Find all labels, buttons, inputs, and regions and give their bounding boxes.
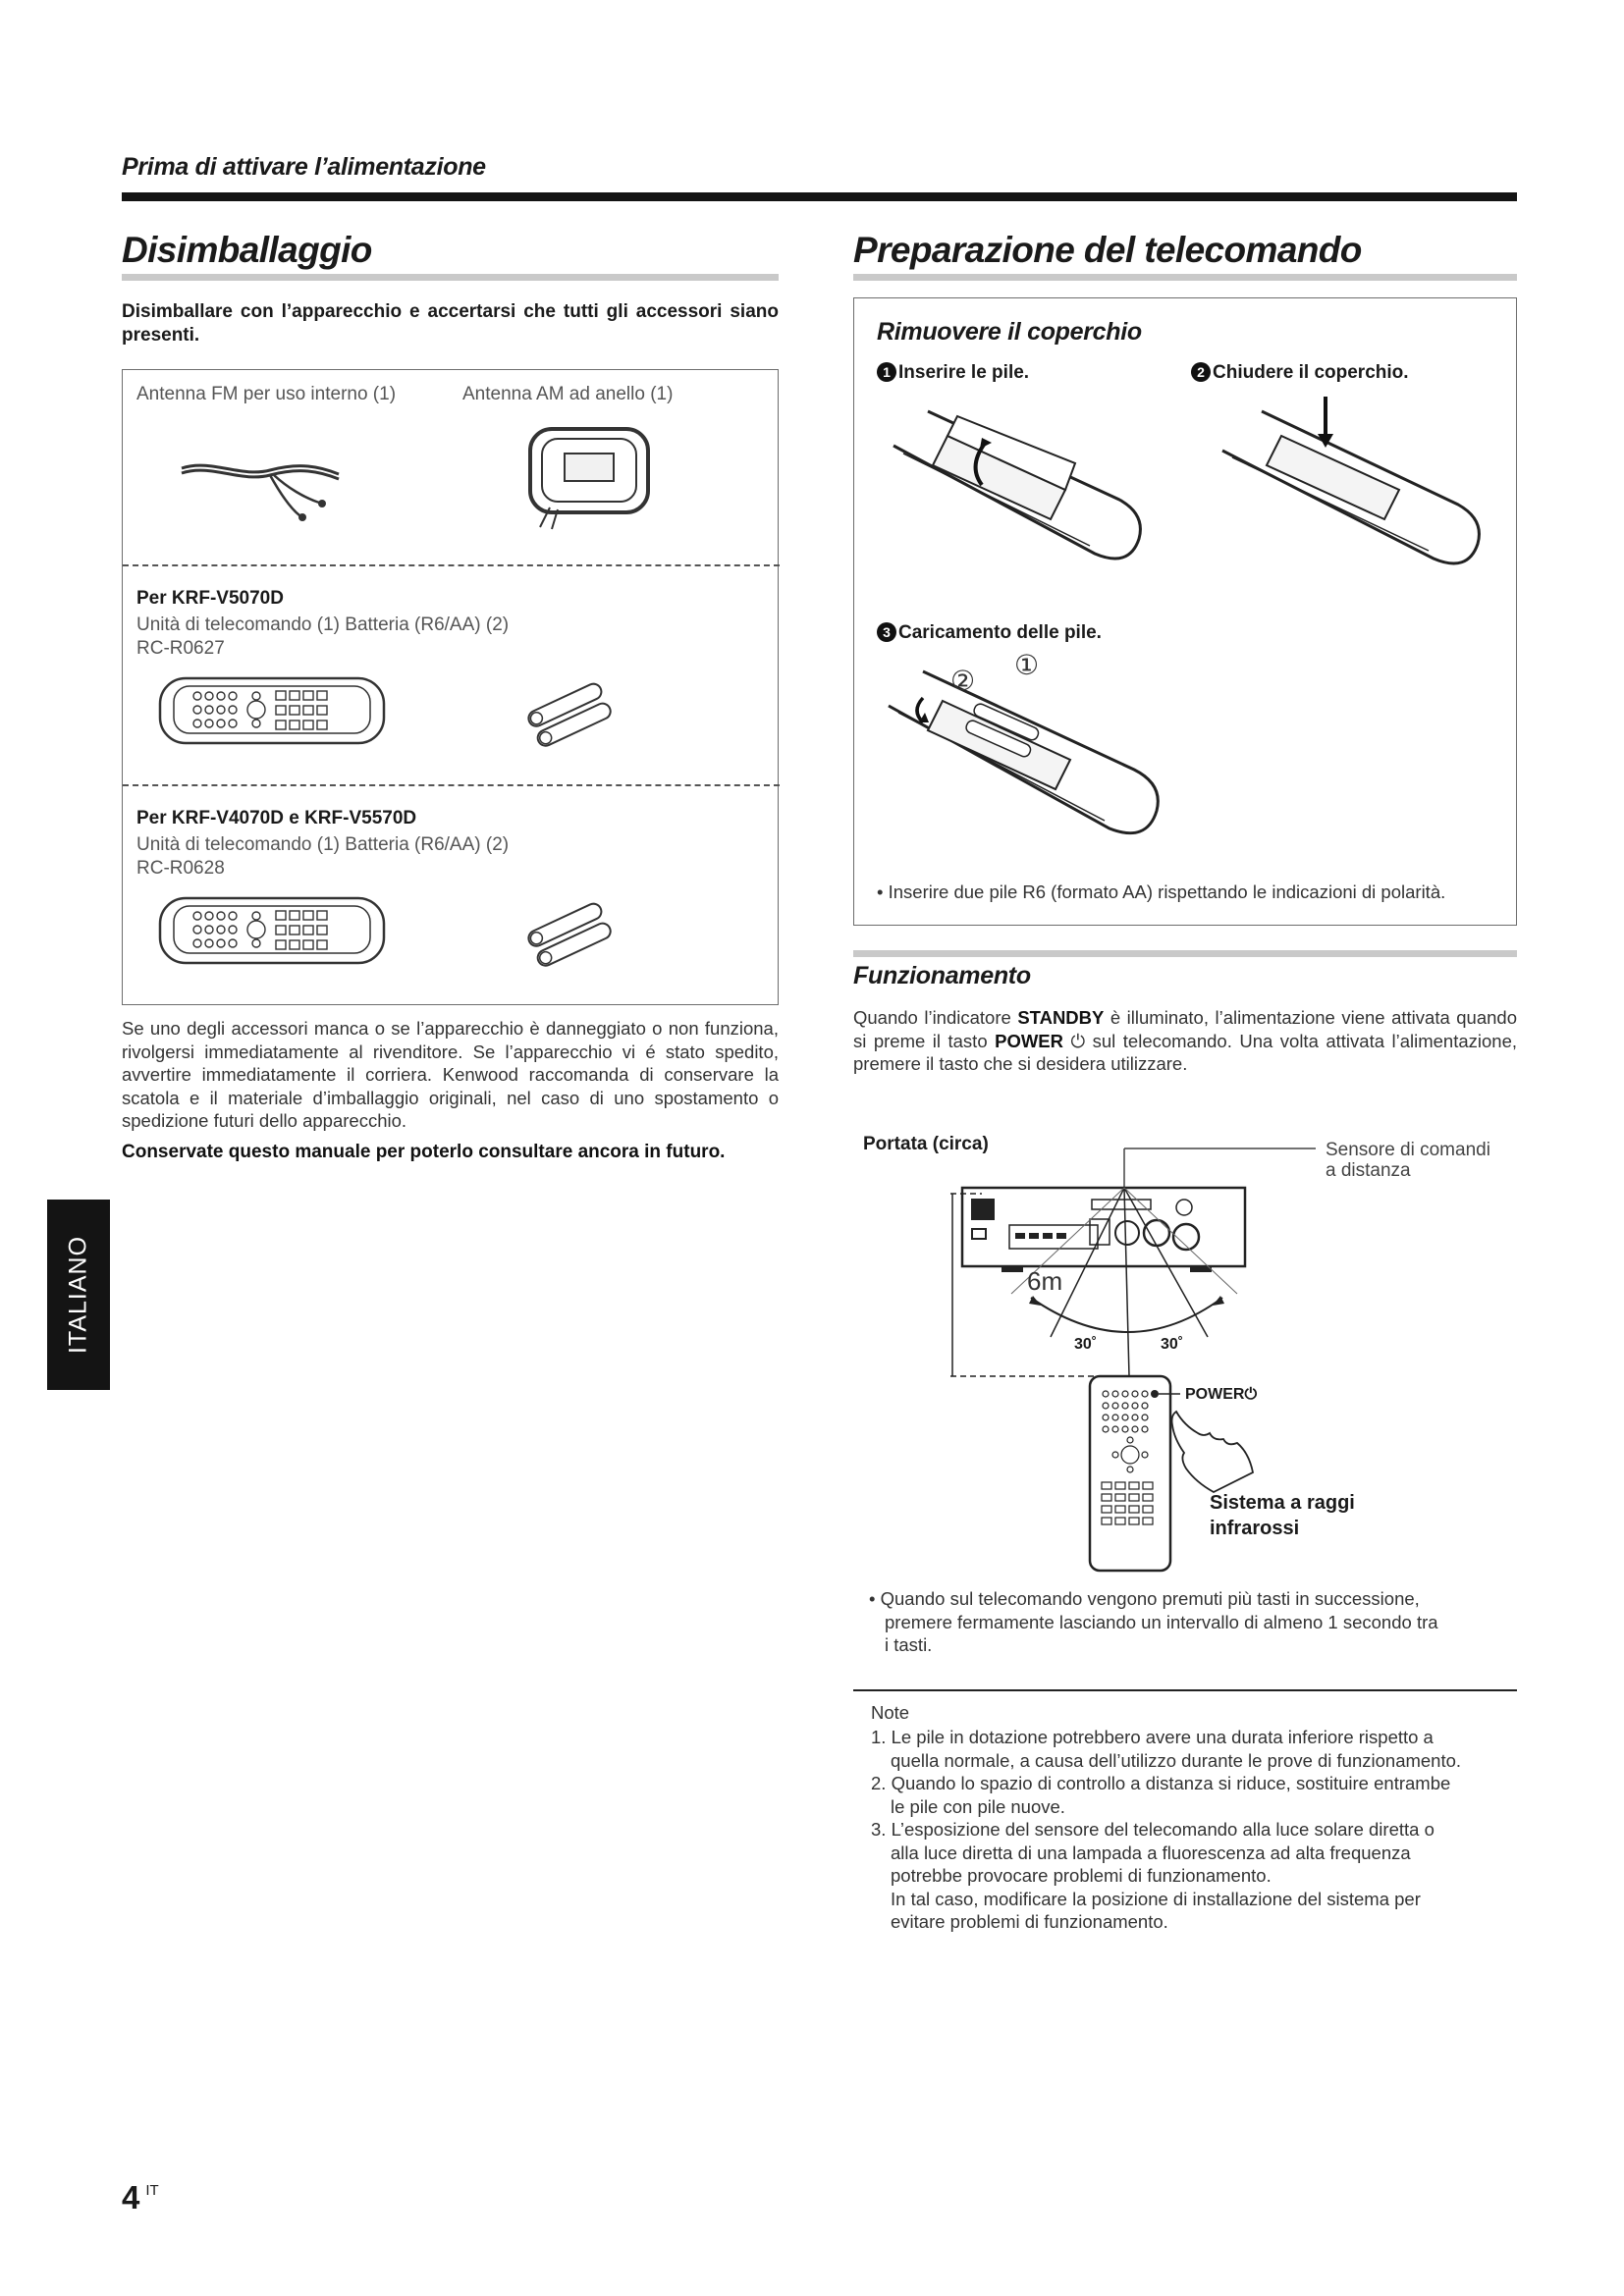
- angle-right: 30˚: [1161, 1336, 1184, 1353]
- divider: [123, 564, 780, 566]
- ir-system-label: Sistema a raggi infrarossi: [1210, 1492, 1355, 1539]
- divider: [123, 784, 780, 786]
- group-model-v4070d-v5570d: RC-R0628: [136, 858, 225, 879]
- notes-list: 1. Le pile in dotazione potrebbero avere una durata inferiore rispetto a quella normale, a causa dell’utilizzo durante le prove di funzionamento. 2. Quando lo spazio di controllo a distanza si riduce, sostituire entrambe le pile con pile nuove. 3. L’esposizione del sensore del telecomando alla luce solare diretta o alla luce diretta di una lampada a fluorescenza ad alta frequenza potrebbe provocare problemi di funzionamento. In tal caso, modificare la posizione di installazione del sistema per evitare problemi di funzionamento.: [871, 1727, 1462, 1932]
- batteries-icon: [515, 686, 633, 741]
- am-antenna-label: Antenna AM ad anello (1): [462, 384, 674, 404]
- section-rule-right: [853, 274, 1517, 281]
- box-subtitle: Rimuovere il coperchio: [877, 318, 1142, 346]
- notes-rule: [853, 1689, 1517, 1691]
- language-tab-label: ITALIANO: [64, 1235, 92, 1355]
- unpacking-paragraph: Se uno degli accessori manca o se l’apparecchio è danneggiato o non funziona, rivolgersi immediatamente al rivenditore. Se l’apparecchio vi é stato spedito, avvertire immediatamente il corriera. Kenwood raccomanda di conservare la scatola e il materiale d’imballaggio originali, nel caso di uno spostamento o spedizione futuri dello apparecchio.: [122, 1018, 779, 1131]
- battery-install-box: [853, 297, 1517, 926]
- group-heading-v4070d-v5570d: Per KRF-V4070D e KRF-V5570D: [136, 808, 417, 828]
- section-title-remote-prep: Preparazione del telecomando: [853, 230, 1362, 270]
- load-batteries-illustration: [884, 662, 1178, 848]
- step-number: 2: [1191, 362, 1211, 382]
- accessories-box: [122, 369, 779, 1005]
- power-button-label: POWER⏻: [1185, 1386, 1258, 1403]
- running-title: Prima di attivare l’alimentazione: [122, 153, 486, 181]
- group-line-v5070d: Unità di telecomando (1) Batteria (R6/AA) (2): [136, 614, 510, 635]
- fm-antenna-label: Antenna FM per uso interno (1): [136, 384, 397, 404]
- language-side-tab: [47, 1200, 110, 1390]
- step-3-label: 3 Caricamento delle pile.: [877, 622, 1102, 644]
- fm-antenna-icon: [172, 439, 368, 527]
- battery-polarity-note: • Inserire due pile R6 (formato AA) rispettando le indicazioni di polarità.: [877, 881, 1446, 902]
- group-line-v4070d-v5570d: Unità di telecomando (1) Batteria (R6/AA) (2): [136, 834, 510, 855]
- multi-press-bullet: • Quando sul telecomando vengono premuti più tasti in successione, premere fermamente lasciando un intervallo di almeno 1 secondo tra i tasti.: [869, 1588, 1438, 1655]
- section-rule-left: [122, 274, 779, 281]
- angle-left: 30˚: [1074, 1336, 1098, 1353]
- header-rule: [122, 192, 1517, 201]
- remote-control-icon: [158, 896, 386, 967]
- operation-subtitle: Funzionamento: [853, 962, 1031, 989]
- step-2-label: 2 Chiudere il coperchio.: [1191, 362, 1409, 384]
- step-number: 1: [877, 362, 896, 382]
- notes-title: Note: [871, 1702, 910, 1723]
- group-model-v5070d: RC-R0627: [136, 638, 225, 659]
- am-antenna-icon: [511, 419, 687, 537]
- sensor-label: Sensore di comandi a distanza: [1326, 1140, 1490, 1181]
- remote-control-icon: [158, 676, 386, 747]
- range-distance: 6m: [1027, 1266, 1063, 1296]
- close-cover-illustration: [1218, 397, 1483, 573]
- circle-1-marker: ①: [1014, 650, 1040, 680]
- operation-paragraph: Quando l’indicatore STANDBY è illuminato, l’alimentazione viene attivata quando si preme il tasto POWER ⏻ sul telecomando. Una volta attivata l’alimentazione, premere il tasto che si desidera utilizzare.: [853, 1007, 1518, 1074]
- unpacking-intro: Disimballare con l’apparecchio e accertarsi che tutti gli accessori siano presenti.: [122, 301, 779, 346]
- batteries-icon: [515, 906, 633, 961]
- circle-2-marker: ②: [950, 666, 976, 696]
- page-suffix: IT: [145, 2182, 159, 2199]
- section-title-unpacking: Disimballaggio: [122, 230, 372, 270]
- keep-manual-note: Conservate questo manuale per poterlo consultare ancora in futuro.: [122, 1142, 726, 1162]
- step-1-label: 1 Inserire le pile.: [877, 362, 1029, 384]
- open-cover-illustration: [889, 406, 1144, 573]
- section-rule-funz: [853, 950, 1517, 957]
- step-number: 3: [877, 622, 896, 642]
- range-label: Portata (circa): [863, 1134, 989, 1154]
- page-number: 4 $^{IT}$: [122, 2179, 159, 2216]
- group-heading-v5070d: Per KRF-V5070D: [136, 588, 284, 609]
